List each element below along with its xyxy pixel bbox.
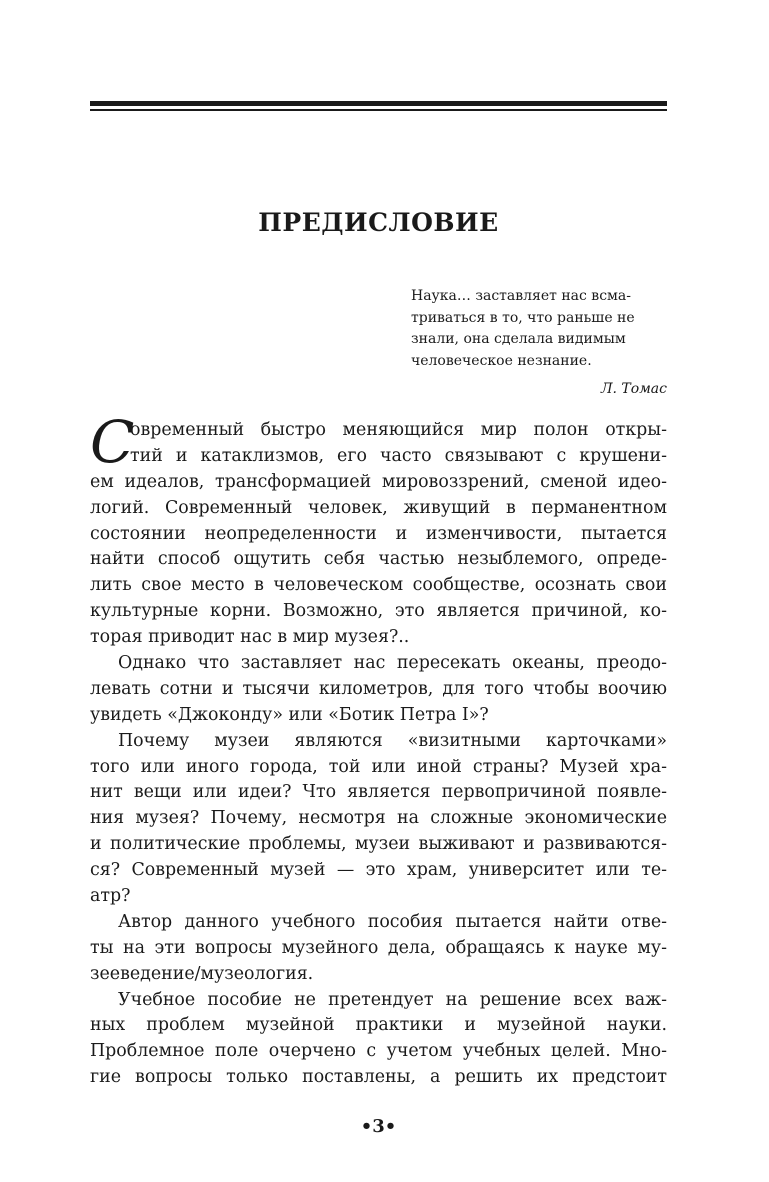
text-line: состоянии неопределенности и изменчивости, пытается bbox=[90, 523, 667, 544]
text-line: овременный быстро меняющийся мир полон откры- bbox=[130, 420, 667, 440]
text-line: ся? Современный музей — это храм, университет или те- bbox=[90, 860, 667, 881]
epigraph-line: Наука… заставляет нас всма- bbox=[411, 288, 632, 304]
text-line: зееведение/музеология. bbox=[90, 963, 314, 984]
text-line: Однако что заставляет нас пересекать океаны, преодо- bbox=[118, 653, 667, 674]
text-line: найти способ ощутить себя частью незыблемого, опреде- bbox=[90, 549, 667, 570]
text-line: ных проблем музейной практики и музейной науки. bbox=[90, 1015, 667, 1036]
text-line: тий и катаклизмов, его часто связывают с крушени- bbox=[130, 445, 667, 466]
epigraph-line: знали, она сделала видимым bbox=[411, 331, 626, 347]
text-line: культурные корни. Возможно, это является причиной, ко- bbox=[90, 601, 667, 622]
chapter-title: ПРЕДИСЛОВИЕ bbox=[258, 208, 499, 237]
text-line: нит вещи или идеи? Что является первопричиной появле- bbox=[90, 782, 667, 803]
paragraph bbox=[90, 418, 667, 651]
body-text bbox=[90, 418, 667, 1091]
text-line: лить свое место в человеческом сообществе, осознать свои bbox=[90, 575, 667, 596]
text-line: Почему музеи являются «визитными карточками» bbox=[118, 730, 667, 751]
paragraph bbox=[90, 651, 667, 729]
text-line: Автор данного учебного пособия пытается найти отве- bbox=[118, 911, 667, 932]
epigraph-line: триваться в то, что раньше не bbox=[411, 309, 635, 326]
epigraph-line: человеческое незнание. bbox=[411, 352, 592, 369]
text-line: и политические проблемы, музеи выживают и развиваются- bbox=[90, 834, 667, 855]
text-line: гие вопросы только поставлены, а решить их предстоит bbox=[90, 1067, 667, 1088]
text-line: логий. Современный человек, живущий в перманентном bbox=[90, 497, 667, 518]
drop-cap: С bbox=[90, 408, 135, 476]
text-line: ем идеалов, трансформацией мировоззрений, сменой идео- bbox=[90, 471, 667, 492]
text-line: Учебное пособие не претендует на решение всех важ- bbox=[118, 989, 667, 1010]
epigraph-author: Л. Томас bbox=[600, 381, 667, 397]
header-rule-thick bbox=[90, 101, 667, 106]
text-line: ния музея? Почему, несмотря на сложные экономические bbox=[90, 808, 667, 829]
text-line: Проблемное поле очерчено с учетом учебных целей. Мно- bbox=[90, 1041, 667, 1062]
paragraph bbox=[90, 729, 667, 910]
text-line: того или иного города, той или иной страны? Музей хра- bbox=[90, 756, 667, 777]
epigraph bbox=[411, 286, 667, 401]
text-line: ты на эти вопросы музейного дела, обращаясь к науке му- bbox=[90, 937, 667, 958]
header-rule-thin bbox=[90, 109, 667, 111]
page-number: •3• bbox=[360, 1116, 397, 1137]
text-line: левать сотни и тысячи километров, для того чтобы воочию bbox=[90, 678, 667, 699]
paragraph bbox=[90, 988, 667, 1092]
text-line: торая приводит нас в мир музея?.. bbox=[90, 627, 410, 648]
paragraph bbox=[90, 910, 667, 988]
text-line: атр? bbox=[90, 886, 131, 907]
text-line: увидеть «Джоконду» или «Ботик Петра I»? bbox=[90, 704, 489, 725]
